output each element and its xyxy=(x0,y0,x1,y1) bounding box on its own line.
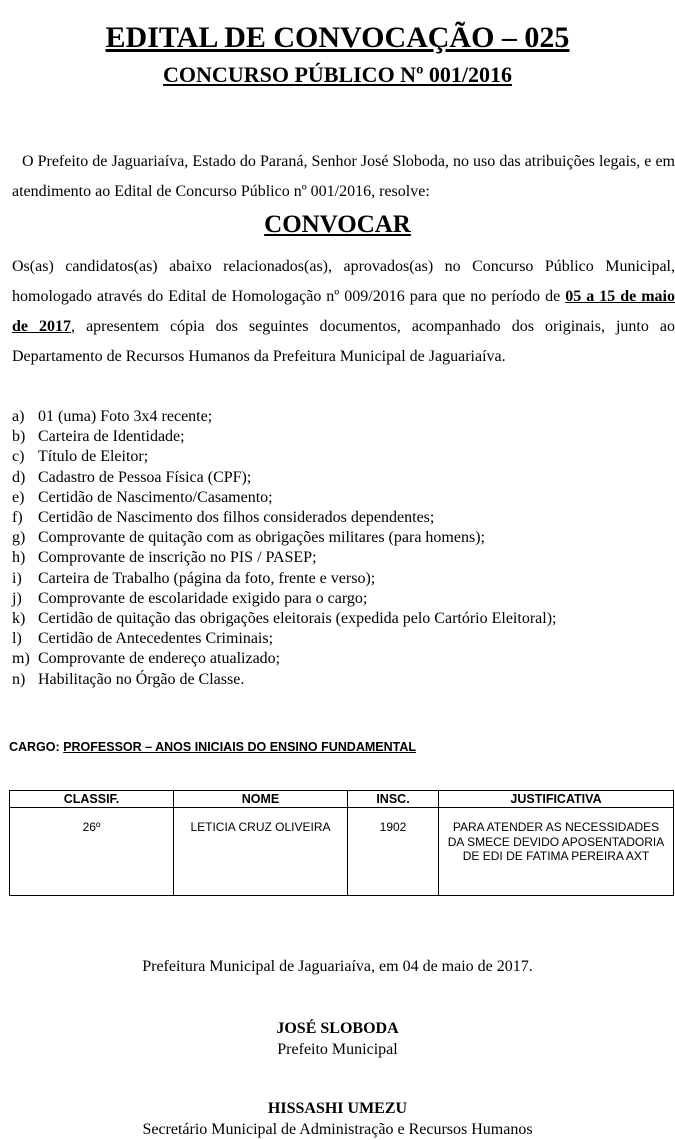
header-classif: CLASSIF. xyxy=(10,791,174,808)
list-item xyxy=(12,649,672,669)
list-item-text: Título de Eleitor; xyxy=(38,448,149,466)
list-item-text: Habilitação no Órgão de Classe. xyxy=(38,670,245,688)
table-row xyxy=(10,808,674,896)
list-item-text: 01 (uma) Foto 3x4 recente; xyxy=(38,408,213,425)
list-item-letter: e) xyxy=(12,488,25,506)
document-title: EDITAL DE CONVOCAÇÃO – 025 xyxy=(105,21,570,54)
list-item xyxy=(12,589,672,609)
list-item-text: Comprovante de endereço atualizado; xyxy=(38,650,281,668)
signature-name: JOSÉ SLOBODA xyxy=(276,1020,399,1037)
header-insc: INSC. xyxy=(348,791,439,808)
place-date: Prefeitura Municipal de Jaguariaíva, em 04 de maio de 2017. xyxy=(142,958,533,975)
list-item xyxy=(12,508,672,528)
list-item xyxy=(12,427,672,447)
list-item-text: Certidão de Nascimento/Casamento; xyxy=(38,488,273,506)
signature-role: Prefeito Municipal xyxy=(277,1041,398,1058)
candidates-table xyxy=(9,790,674,896)
list-item xyxy=(12,528,672,548)
intro-paragraph xyxy=(12,147,675,207)
convocation-text-part1: Os(as) candidatos(as) abaixo relacionados(as), aprovados(as) no Concurso Público Municipal, homologado através do Edital de Homologação nº 009/2016 para que no período de xyxy=(12,258,675,305)
list-item-letter: k) xyxy=(12,610,26,628)
cell-nome: LETICIA CRUZ OLIVEIRA xyxy=(174,808,348,896)
document-list xyxy=(12,407,672,690)
signature-block-secretario xyxy=(0,1098,675,1140)
list-item-letter: b) xyxy=(12,428,26,446)
convocation-text-part2: , apresentem cópia dos seguintes documentos, acompanhado dos originais, junto ao Departamento de Recursos Humanos da Prefeitura Municipal de Jaguariaíva. xyxy=(12,318,675,365)
list-item-text: Certidão de quitação das obrigações eleitorais (expedida pelo Cartório Eleitoral); xyxy=(38,610,557,628)
list-item-text: Comprovante de inscrição no PIS / PASEP; xyxy=(38,549,317,567)
list-item-letter: i) xyxy=(12,569,22,587)
cargo-label: CARGO: xyxy=(9,740,60,754)
list-item xyxy=(12,670,672,690)
cell-insc: 1902 xyxy=(348,808,439,896)
list-item-letter: m) xyxy=(12,650,30,668)
convocar-heading: CONVOCAR xyxy=(264,211,411,238)
list-item-letter: h) xyxy=(12,549,26,567)
list-item-letter: j) xyxy=(12,589,22,607)
document-subtitle: CONCURSO PÚBLICO Nº 001/2016 xyxy=(163,62,512,87)
convocation-paragraph xyxy=(12,252,675,372)
list-item-text: Carteira de Identidade; xyxy=(38,428,185,446)
signature-role: Secretário Municipal de Administração e Recursos Humanos xyxy=(142,1121,533,1138)
list-item-letter: g) xyxy=(12,529,26,547)
list-item xyxy=(12,609,672,629)
list-item xyxy=(12,468,672,488)
list-item-text: Carteira de Trabalho (página da foto, frente e verso); xyxy=(38,569,376,587)
list-item-text: Cadastro de Pessoa Física (CPF); xyxy=(38,468,252,486)
convocation-period: 05 a 15 de maio de 2017 xyxy=(12,288,675,335)
list-item xyxy=(12,488,672,508)
list-item-text: Certidão de Nascimento dos filhos considerados dependentes; xyxy=(38,509,435,527)
list-item-letter: a) xyxy=(12,408,25,425)
list-item-letter: n) xyxy=(12,670,26,688)
signature-name: HISSASHI UMEZU xyxy=(267,1100,408,1117)
list-item-text: Comprovante de escolaridade exigido para o cargo; xyxy=(38,589,368,607)
list-item-letter: l) xyxy=(12,630,22,648)
cargo-line xyxy=(9,740,416,754)
cell-justificativa: PARA ATENDER AS NECESSIDADES DA SMECE DEVIDO APOSENTADORIA DE EDI DE FATIMA PEREIRA AXT xyxy=(439,808,674,896)
intro-text: O Prefeito de Jaguariaíva, Estado do Paraná, Senhor José Sloboda, no uso das atribuições legais, e em atendimento ao Edital de Concurso Público nº 001/2016, resolve: xyxy=(12,153,675,200)
list-item xyxy=(12,407,672,427)
signature-block-prefeito xyxy=(0,1018,675,1060)
list-item-text: Comprovante de quitação com as obrigações militares (para homens); xyxy=(38,529,485,547)
header-nome: NOME xyxy=(174,791,348,808)
list-item-letter: c) xyxy=(12,448,25,466)
cargo-value: PROFESSOR – ANOS INICIAIS DO ENSINO FUNDAMENTAL xyxy=(63,740,416,754)
header-justificativa: JUSTIFICATIVA xyxy=(439,791,674,808)
list-item xyxy=(12,629,672,649)
list-item-letter: f) xyxy=(12,509,23,527)
list-item-text: Certidão de Antecedentes Criminais; xyxy=(38,630,274,648)
cell-classif: 26º xyxy=(10,808,174,896)
table-header-row xyxy=(10,791,674,808)
list-item xyxy=(12,548,672,568)
list-item xyxy=(12,447,672,467)
list-item-letter: d) xyxy=(12,468,26,486)
list-item xyxy=(12,569,672,589)
